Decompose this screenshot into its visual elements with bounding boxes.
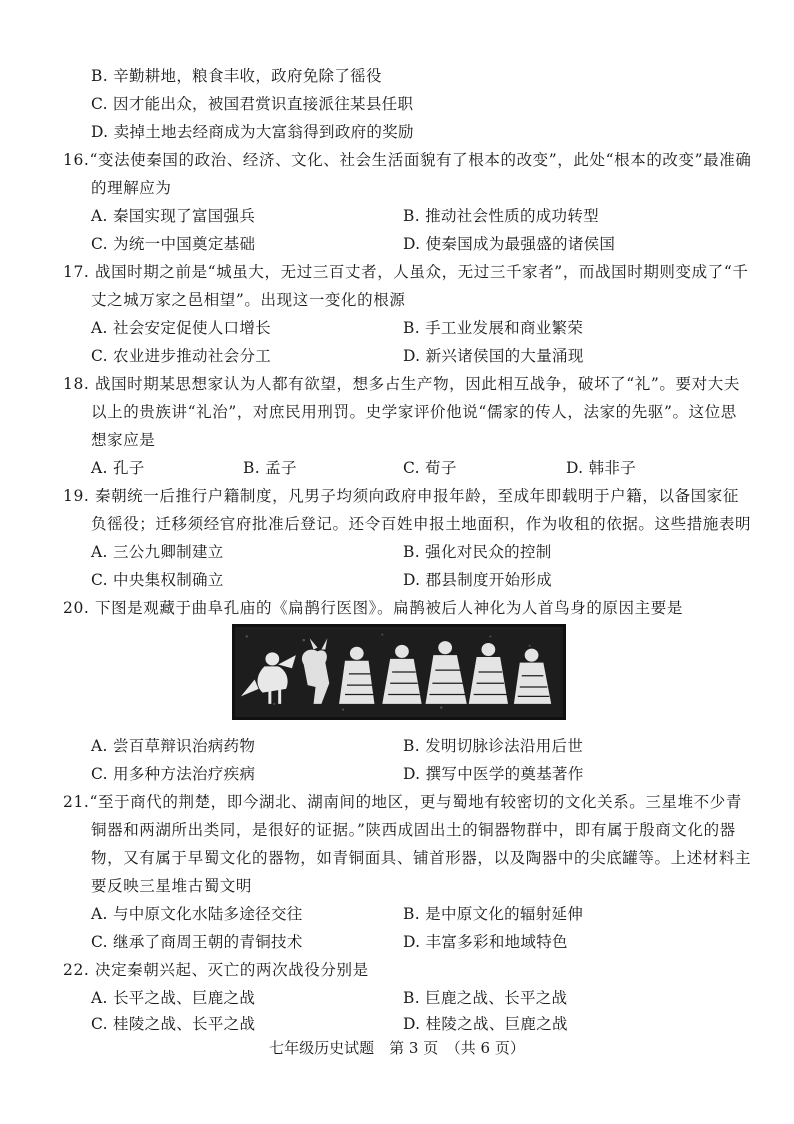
q21-stem-line-3: 物，又有属于早蜀文化的器物，如青铜面具、铺首形器，以及陶器中的尖底罐等。上述材料主 <box>91 849 752 867</box>
q19-option-d: D. 郡县制度开始形成 <box>403 571 553 589</box>
q20-option-b: B. 发明切脉诊法沿用后世 <box>403 737 584 755</box>
bianque-rubbing-image <box>232 624 566 720</box>
q19-option-b: B. 强化对民众的控制 <box>403 543 552 561</box>
q16-stem-line-2: 的理解应为 <box>91 179 172 197</box>
q17-stem-line-2: 丈之城万家之邑相望”。出现这一变化的根源 <box>91 291 406 309</box>
q15-option-d: D. 卖掉土地去经商成为大富翁得到政府的奖励 <box>91 123 414 141</box>
q21-option-c: C. 继承了商周王朝的青铜技术 <box>91 933 303 951</box>
q21-stem-line-1: 21.“至于商代的荆楚，即今湖北、湖南间的地区，更与蜀地有较密切的文化关系。三星堆不少青 <box>63 793 742 811</box>
q21-stem-line-2: 铜器和两湖所出类同，是很好的证据。”陕西成固出土的铜器物群中，即有属于殷商文化的器 <box>91 821 736 839</box>
q22-option-b: B. 巨鹿之战、长平之战 <box>403 989 568 1007</box>
q22-stem-line-1: 22. 决定秦朝兴起、灭亡的两次战役分别是 <box>63 961 369 979</box>
q19-option-a: A. 三公九卿制建立 <box>91 543 224 561</box>
q16-option-c: C. 为统一中国奠定基础 <box>91 235 256 253</box>
q15-option-c: C. 因才能出众，被国君赏识直接派往某县任职 <box>91 95 414 113</box>
q19-stem-line-2: 负徭役；迁移须经官府批准后登记。还令百姓申报土地面积，作为收租的依据。这些措施表明 <box>91 515 752 533</box>
q21-option-b: B. 是中原文化的辐射延伸 <box>403 905 584 923</box>
q21-option-d: D. 丰富多彩和地域特色 <box>403 933 568 951</box>
q21-option-a: A. 与中原文化水陆多途径交往 <box>91 905 303 923</box>
q18-stem-line-3: 想家应是 <box>91 431 156 449</box>
q17-option-b: B. 手工业发展和商业繁荣 <box>403 319 584 337</box>
page-footer: 七年级历史试题 第 3 页 （共 6 页） <box>269 1039 525 1057</box>
q17-option-a: A. 社会安定促使人口增长 <box>91 319 271 337</box>
q20-option-d: D. 撰写中医学的奠基著作 <box>403 765 584 783</box>
q18-stem-line-1: 18. 战国时期某思想家认为人都有欲望，想多占生产物，因此相互战争，破坏了“礼”。要对大夫 <box>63 375 740 393</box>
q22-option-c: C. 桂陵之战、长平之战 <box>91 1015 256 1033</box>
q17-stem-line-1: 17. 战国时期之前是“城虽大，无过三百丈者，人虽众，无过三千家者”，而战国时期则变成了“千 <box>63 263 749 281</box>
q18-option-c: C. 荀子 <box>403 459 457 477</box>
q16-option-d: D. 使秦国成为最强盛的诸侯国 <box>403 235 616 253</box>
q18-stem-line-2: 以上的贵族讲“礼治”，对庶民用刑罚。史学家评价他说“儒家的传人，法家的先驱”。这位思 <box>91 403 737 421</box>
q20-stem-line-1: 20. 下图是观藏于曲阜孔庙的《扁鹊行医图》。扁鹊被后人神化为人首鸟身的原因主要是 <box>63 599 683 617</box>
q17-option-c: C. 农业进步推动社会分工 <box>91 347 272 365</box>
q19-stem-line-1: 19. 秦朝统一后推行户籍制度，凡男子均须向政府申报年龄，至成年即载明于户籍，以备国家征 <box>63 487 739 505</box>
q18-option-d: D. 韩非子 <box>566 459 637 477</box>
q18-option-b: B. 孟子 <box>243 459 297 477</box>
q20-option-c: C. 用多种方法治疗疾病 <box>91 765 256 783</box>
bianque-rubbing-illustration <box>235 627 563 717</box>
q16-option-b: B. 推动社会性质的成功转型 <box>403 207 599 225</box>
q15-option-b: B. 辛勤耕地，粮食丰收，政府免除了徭役 <box>91 67 382 85</box>
q17-option-d: D. 新兴诸侯国的大量涌现 <box>403 347 584 365</box>
q22-option-d: D. 桂陵之战、巨鹿之战 <box>403 1015 568 1033</box>
q22-option-a: A. 长平之战、巨鹿之战 <box>91 989 256 1007</box>
q16-stem-line-1: 16.“变法使秦国的政治、经济、文化、社会生活面貌有了根本的改变”，此处“根本的改变”最准确 <box>63 151 752 169</box>
q20-option-a: A. 尝百草辩识治病药物 <box>91 737 256 755</box>
q19-option-c: C. 中央集权制确立 <box>91 571 224 589</box>
q18-option-a: A. 孔子 <box>91 459 145 477</box>
q16-option-a: A. 秦国实现了富国强兵 <box>91 207 256 225</box>
q21-stem-line-4: 要反映三星堆古蜀文明 <box>91 877 253 895</box>
